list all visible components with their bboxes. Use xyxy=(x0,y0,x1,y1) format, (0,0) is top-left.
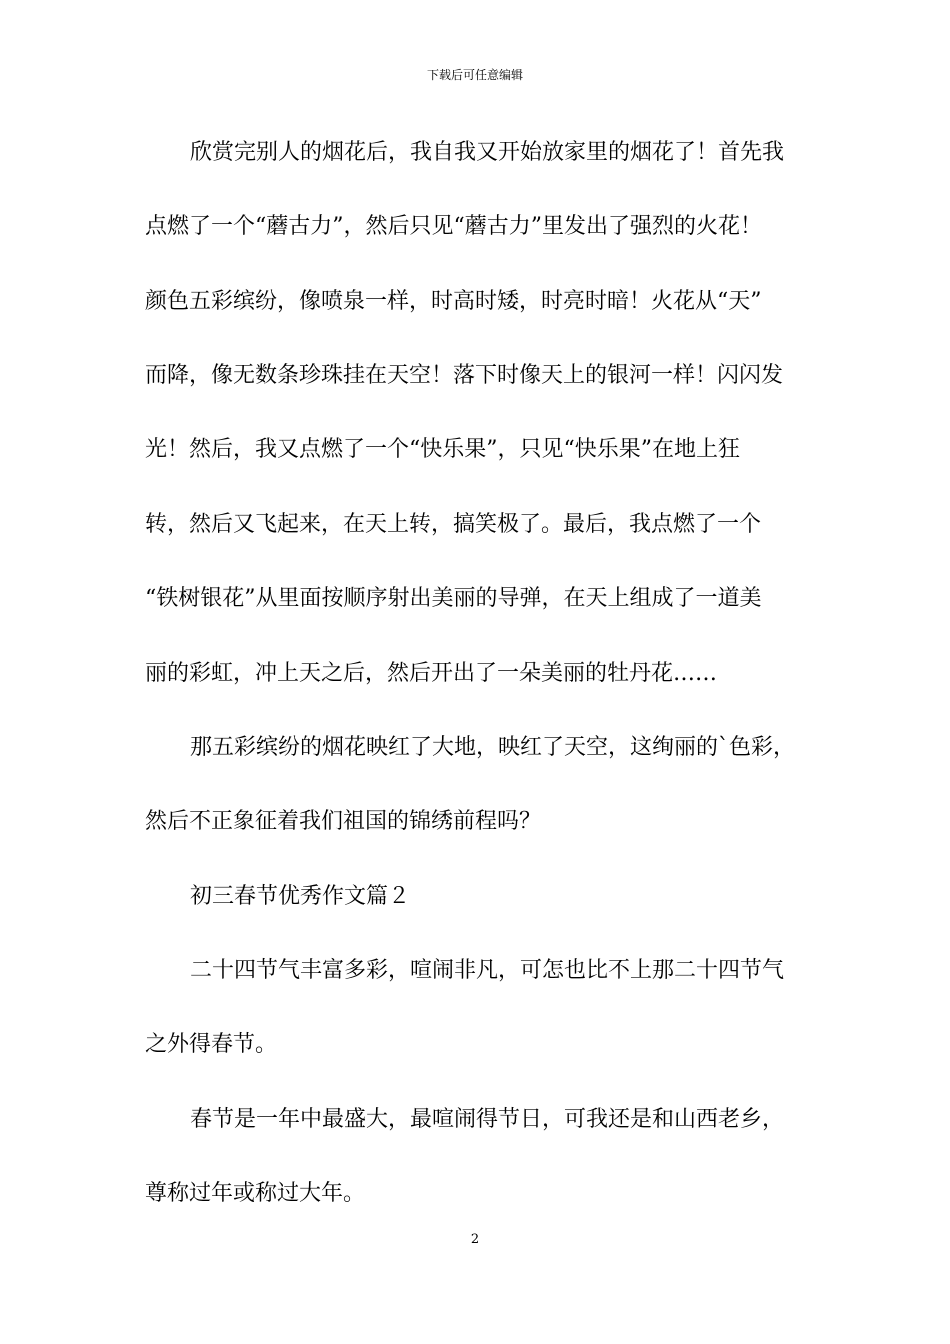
text-line: 尊称过年或称过大年。 xyxy=(145,1181,366,1206)
text-line: 欣赏完别人的烟花后，我自我又开始放家里的烟花了！首先我 xyxy=(190,140,785,165)
text-line: 之外得春节。 xyxy=(145,1032,278,1057)
text-line: “铁树银花”从里面按顺序射出美丽的导弹，在天上组成了一道美 xyxy=(145,586,762,611)
text-line: 转，然后又飞起来，在天上转，搞笑极了。最后，我点燃了一个 xyxy=(145,512,762,537)
text-line: 颜色五彩缤纷，像喷泉一样，时高时矮，时亮时暗！火花从“天” xyxy=(145,289,762,314)
text-line: 春节是一年中最盛大，最喧闹得节日，可我还是和山西老乡， xyxy=(190,1107,785,1132)
text-line: 二十四节气丰富多彩，喧闹非凡，可怎也比不上那二十四节气 xyxy=(190,958,785,983)
text-line: 那五彩缤纷的烟花映红了大地，映红了天空，这绚丽的`色彩， xyxy=(190,735,796,760)
page-header: 下载后可任意编辑 xyxy=(426,68,523,82)
text-line: 光！然后，我又点燃了一个“快乐果”，只见“快乐果”在地上狂 xyxy=(145,437,740,462)
section-heading: 初三春节优秀作文篇２ xyxy=(190,884,411,909)
page-number: 2 xyxy=(470,1232,480,1247)
text-line: 丽的彩虹，冲上天之后，然后开出了一朵美丽的牡丹花…… xyxy=(145,661,718,686)
text-line: 然后不正象征着我们祖国的锦绣前程吗？ xyxy=(145,809,542,834)
text-line: 而降，像无数条珍珠挂在天空！落下时像天上的银河一样！闪闪发 xyxy=(145,363,784,388)
text-line: 点燃了一个“蘑古力”，然后只见“蘑古力”里发出了强烈的火花！ xyxy=(145,214,762,239)
